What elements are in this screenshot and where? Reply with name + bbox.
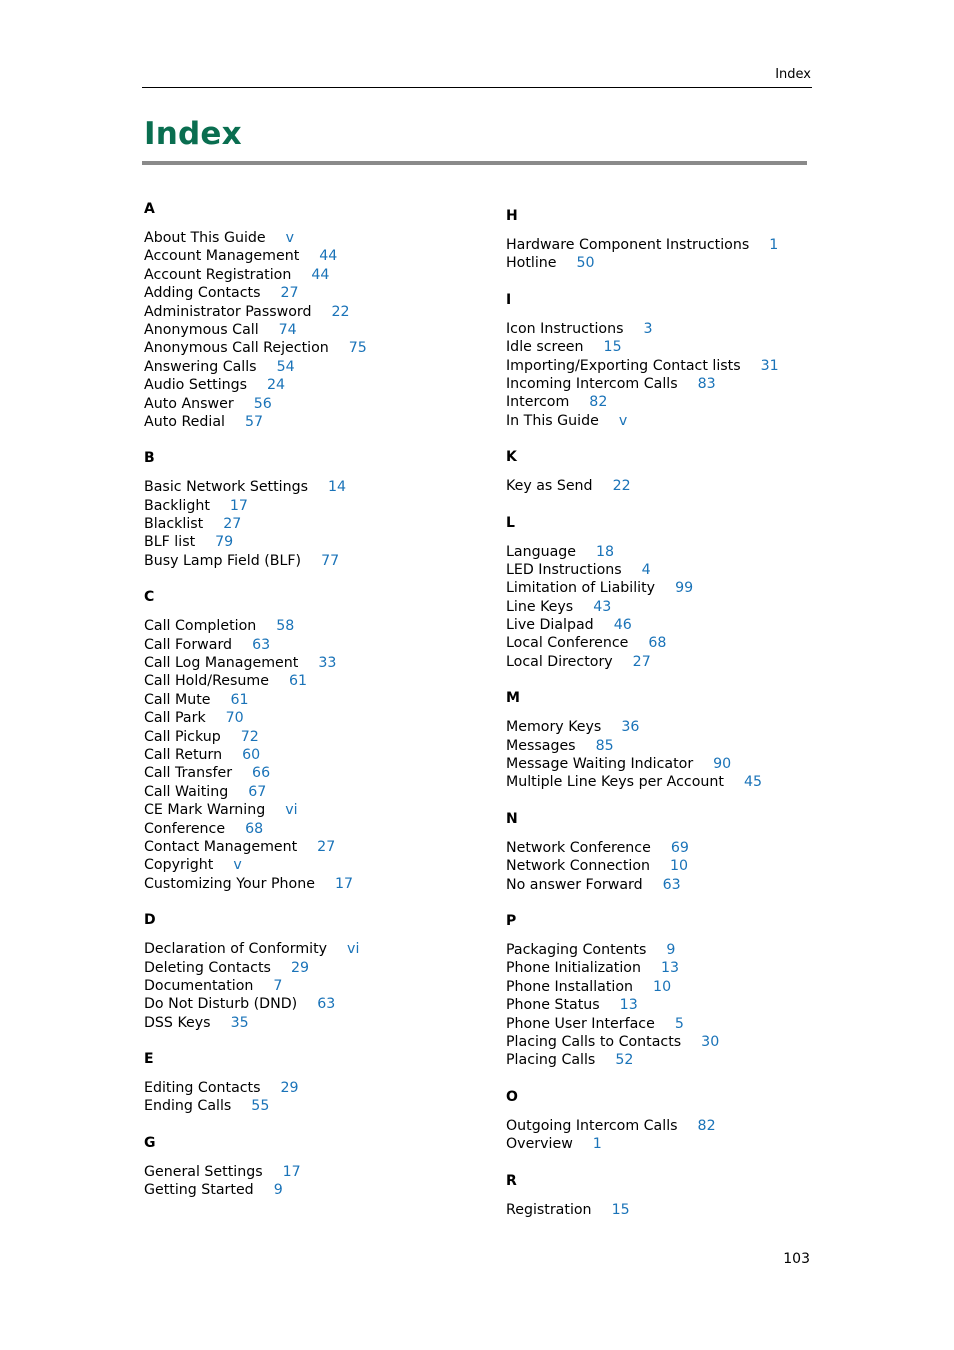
index-entry: [506, 357, 836, 375]
index-term: Account Management: [144, 248, 300, 265]
section-letter: N: [506, 810, 518, 827]
index-term: Call Transfer: [144, 765, 233, 782]
index-term: Memory Keys: [506, 719, 602, 736]
index-entry: [506, 393, 836, 411]
index-term: Do Not Disturb (DND): [144, 996, 298, 1013]
index-entry: [506, 718, 836, 736]
page-link[interactable]: 75: [348, 340, 367, 357]
page-link[interactable]: 13: [619, 997, 638, 1014]
index-term: Blacklist: [144, 516, 204, 533]
index-entry: [144, 266, 474, 284]
index-column-right: [506, 207, 836, 1237]
index-term: Administrator Password: [144, 303, 312, 320]
page-link[interactable]: 63: [252, 636, 271, 653]
page-link[interactable]: vi: [347, 941, 360, 958]
index-entry: [506, 254, 836, 272]
index-entry: [506, 579, 836, 597]
index-term: Auto Redial: [144, 413, 225, 430]
index-entry: [144, 395, 474, 413]
index-entry: [144, 229, 474, 247]
page-link[interactable]: 7: [273, 977, 283, 994]
page-link[interactable]: 24: [267, 377, 286, 394]
page-link[interactable]: 30: [701, 1033, 720, 1050]
page-link[interactable]: 63: [317, 996, 336, 1013]
index-section: [506, 1088, 836, 1154]
index-entry: [506, 236, 836, 254]
index-entry: [506, 1201, 836, 1219]
page-link[interactable]: 29: [280, 1080, 299, 1097]
header-rule: [142, 87, 812, 88]
index-term: Overview: [506, 1136, 573, 1153]
section-letter: K: [506, 449, 517, 466]
index-entry: [144, 303, 474, 321]
index-entry: [144, 940, 474, 958]
page-link[interactable]: 33: [318, 655, 337, 672]
index-entry: [144, 746, 474, 764]
page-link[interactable]: 70: [225, 710, 244, 727]
index-entry: [506, 773, 836, 791]
index-entry: [144, 284, 474, 302]
index-section: [144, 200, 474, 431]
index-entry: [144, 247, 474, 265]
index-term: Phone Status: [506, 997, 600, 1014]
section-letter: O: [506, 1088, 518, 1105]
index-entry: [506, 412, 836, 430]
page-link[interactable]: 10: [653, 978, 672, 995]
index-entry: [506, 653, 836, 671]
page-link[interactable]: 83: [697, 375, 716, 392]
index-term: Documentation: [144, 977, 254, 994]
index-entry: [144, 838, 474, 856]
index-term: Editing Contacts: [144, 1080, 261, 1097]
index-term: Audio Settings: [144, 377, 248, 394]
page-link[interactable]: 3: [643, 320, 653, 337]
page-link[interactable]: 50: [576, 255, 595, 272]
index-term: Incoming Intercom Calls: [506, 375, 678, 392]
index-term: Local Directory: [506, 653, 613, 670]
index-term: Messages: [506, 737, 576, 754]
section-letter: R: [506, 1172, 517, 1189]
page-link[interactable]: 17: [282, 1163, 301, 1180]
page-link[interactable]: 27: [223, 516, 242, 533]
index-term: Icon Instructions: [506, 320, 624, 337]
page-link[interactable]: 14: [328, 479, 347, 496]
index-entry: [144, 875, 474, 893]
index-term: Busy Lamp Field (BLF): [144, 552, 302, 569]
index-entry: [144, 321, 474, 339]
page-link[interactable]: 61: [230, 691, 249, 708]
index-term: LED Instructions: [506, 561, 622, 578]
index-term: Getting Started: [144, 1182, 254, 1199]
page-link[interactable]: 35: [230, 1014, 249, 1031]
page-link[interactable]: 1: [592, 1136, 602, 1153]
index-term: Call Log Management: [144, 655, 299, 672]
page-link[interactable]: 54: [276, 358, 295, 375]
page-link[interactable]: 63: [662, 876, 681, 893]
page-link[interactable]: 17: [334, 875, 353, 892]
section-letter: G: [144, 1134, 156, 1151]
index-entry: [506, 876, 836, 894]
index-entry: [506, 634, 836, 652]
index-entry: [506, 857, 836, 875]
index-term: No answer Forward: [506, 876, 643, 893]
index-term: Declaration of Conformity: [144, 941, 328, 958]
index-entry: [506, 996, 836, 1014]
index-term: Message Waiting Indicator: [506, 756, 694, 773]
index-entry: [506, 561, 836, 579]
title-rule: [142, 161, 807, 165]
index-term: Basic Network Settings: [144, 479, 309, 496]
index-term: Conference: [144, 820, 226, 837]
page-link[interactable]: 82: [697, 1117, 716, 1134]
index-term: Intercom: [506, 394, 570, 411]
index-term: Call Forward: [144, 636, 233, 653]
index-term: Line Keys: [506, 598, 574, 615]
index-term: Call Pickup: [144, 728, 221, 745]
index-section: [506, 291, 836, 430]
page-link[interactable]: 44: [311, 266, 330, 283]
page-link[interactable]: 1: [769, 237, 779, 253]
index-section: [144, 449, 474, 570]
page-link[interactable]: 69: [670, 839, 689, 856]
page-link[interactable]: 22: [612, 478, 631, 495]
index-section: [144, 1050, 474, 1116]
page-link[interactable]: 82: [589, 394, 608, 411]
index-term: DSS Keys: [144, 1014, 211, 1031]
section-letter: E: [144, 1051, 154, 1068]
index-term: In This Guide: [506, 412, 599, 429]
index-entry: [144, 1014, 474, 1032]
page-link[interactable]: 10: [670, 858, 689, 875]
page-link[interactable]: 52: [615, 1052, 634, 1069]
index-entry: [144, 358, 474, 376]
index-entry: [144, 977, 474, 995]
running-header: Index: [775, 67, 811, 82]
index-term: Limitation of Liability: [506, 580, 656, 597]
index-term: Network Connection: [506, 858, 651, 875]
index-term: Hotline: [506, 255, 557, 272]
index-entry: [506, 1015, 836, 1033]
index-term: Account Registration: [144, 266, 292, 283]
index-entry: [144, 552, 474, 570]
index-entry: [506, 616, 836, 634]
index-term: Call Park: [144, 710, 206, 727]
section-letter: L: [506, 514, 515, 531]
page-link[interactable]: 15: [611, 1201, 630, 1218]
section-letter: B: [144, 450, 155, 467]
index-term: Network Conference: [506, 839, 651, 856]
section-letter: P: [506, 912, 517, 929]
page-link[interactable]: 9: [666, 941, 676, 958]
index-section: [506, 207, 836, 273]
index-term: Auto Answer: [144, 395, 234, 412]
section-letter: A: [144, 201, 155, 217]
index-entry: [144, 672, 474, 690]
index-section: [506, 448, 836, 495]
index-entry: [144, 533, 474, 551]
page-link[interactable]: 18: [596, 543, 615, 560]
index-term: BLF list: [144, 534, 196, 551]
index-entry: [144, 1079, 474, 1097]
index-entry: [506, 320, 836, 338]
page-link[interactable]: 9: [273, 1182, 283, 1199]
page-link[interactable]: 55: [251, 1098, 270, 1115]
index-section: [506, 1172, 836, 1219]
index-entry: [144, 1097, 474, 1115]
page-link[interactable]: 67: [248, 783, 267, 800]
index-entry: [144, 413, 474, 431]
index-entry: [144, 478, 474, 496]
index-term: Idle screen: [506, 339, 584, 356]
page-link[interactable]: 22: [331, 303, 350, 320]
index-entry: [506, 737, 836, 755]
page-link[interactable]: 27: [280, 285, 299, 302]
index-entry: [144, 709, 474, 727]
index-term: Importing/Exporting Contact lists: [506, 357, 741, 374]
index-term: Local Conference: [506, 635, 629, 652]
page-link[interactable]: 79: [215, 534, 234, 551]
index-entry: [144, 636, 474, 654]
index-term: Key as Send: [506, 478, 593, 495]
index-entry: [144, 820, 474, 838]
index-entry: [506, 1135, 836, 1153]
section-letter: D: [144, 912, 156, 929]
index-term: Registration: [506, 1201, 592, 1218]
page-link[interactable]: 27: [632, 653, 651, 670]
index-section: [506, 514, 836, 672]
index-entry: [144, 497, 474, 515]
page-link[interactable]: 44: [319, 248, 338, 265]
index-term: Customizing Your Phone: [144, 875, 315, 892]
index-term: Outgoing Intercom Calls: [506, 1117, 678, 1134]
page-link[interactable]: 90: [713, 756, 732, 773]
page-link[interactable]: 13: [660, 960, 680, 977]
page-link[interactable]: 56: [253, 395, 272, 412]
index-term: Multiple Line Keys per Account: [506, 774, 724, 791]
index-entry: [144, 856, 474, 874]
index-section: [506, 912, 836, 1070]
page-link[interactable]: 31: [760, 357, 779, 374]
page-link[interactable]: 77: [321, 552, 340, 569]
page-link[interactable]: 68: [245, 820, 264, 837]
page-link[interactable]: 58: [276, 618, 295, 635]
index-term: Call Hold/Resume: [144, 673, 269, 690]
page-link[interactable]: 61: [288, 673, 308, 690]
index-term: Call Completion: [144, 618, 257, 635]
index-term: Phone Initialization: [506, 960, 641, 977]
index-entry: [506, 978, 836, 996]
index-term: Call Waiting: [144, 783, 229, 800]
index-entry: [506, 543, 836, 561]
page-link[interactable]: v: [233, 857, 242, 874]
index-term: General Settings: [144, 1163, 263, 1180]
index-term: Live Dialpad: [506, 617, 594, 634]
index-entry: [144, 1181, 474, 1199]
index-term: Adding Contacts: [144, 285, 261, 302]
index-entry: [144, 783, 474, 801]
index-entry: [144, 801, 474, 819]
page-link[interactable]: 74: [278, 321, 297, 338]
index-entry: [506, 375, 836, 393]
index-entry: [144, 339, 474, 357]
section-letter: I: [506, 291, 512, 308]
index-entry: [506, 338, 836, 356]
page-link[interactable]: 99: [675, 580, 694, 597]
index-term: Call Mute: [144, 691, 211, 708]
page-link[interactable]: 27: [317, 838, 336, 855]
index-entry: [506, 598, 836, 616]
index-entry: [144, 959, 474, 977]
index-entry: [506, 477, 836, 495]
index-term: Packaging Contents: [506, 941, 647, 958]
page-link[interactable]: 4: [641, 561, 651, 578]
index-term: About This Guide: [144, 230, 266, 246]
index-term: Phone Installation: [506, 978, 634, 995]
index-term: Backlight: [144, 497, 210, 514]
page-title: Index: [144, 116, 242, 152]
index-term: Placing Calls: [506, 1052, 596, 1069]
index-term: Phone User Interface: [506, 1015, 655, 1032]
page-number: 103: [783, 1251, 810, 1267]
index-term: Ending Calls: [144, 1098, 232, 1115]
index-term: Answering Calls: [144, 358, 257, 375]
page-link[interactable]: vi: [285, 802, 298, 819]
section-letter: C: [144, 589, 155, 606]
index-term: Deleting Contacts: [144, 959, 271, 976]
index-section: [144, 911, 474, 1032]
section-letter: H: [506, 208, 518, 224]
index-column-left: [144, 200, 474, 1218]
index-entry: [506, 755, 836, 773]
page-link[interactable]: 57: [244, 413, 264, 430]
section-letter: M: [506, 690, 520, 707]
index-term: Anonymous Call Rejection: [144, 340, 329, 357]
index-entry: [144, 1163, 474, 1181]
index-term: Anonymous Call: [144, 321, 259, 338]
page-link[interactable]: 60: [242, 746, 261, 763]
page-link[interactable]: 46: [613, 617, 632, 634]
page-link[interactable]: 66: [252, 765, 271, 782]
page-link[interactable]: 43: [593, 598, 612, 615]
index-section: [144, 588, 474, 893]
index-entry: [506, 839, 836, 857]
index-term: Copyright: [144, 857, 214, 874]
index-entry: [506, 1051, 836, 1069]
index-entry: [144, 995, 474, 1013]
index-term: Language: [506, 543, 577, 560]
index-entry: [144, 654, 474, 672]
page-link[interactable]: 72: [240, 728, 259, 745]
index-term: Hardware Component Instructions: [506, 237, 750, 253]
index-entry: [144, 691, 474, 709]
index-term: Contact Management: [144, 838, 298, 855]
page-link[interactable]: 36: [621, 719, 640, 736]
page-link[interactable]: 45: [743, 774, 762, 791]
index-entry: [506, 959, 836, 977]
page-link[interactable]: 29: [290, 959, 309, 976]
page-link[interactable]: 68: [648, 635, 667, 652]
index-term: CE Mark Warning: [144, 802, 266, 819]
page-link[interactable]: 5: [674, 1015, 684, 1032]
index-entry: [506, 1033, 836, 1051]
index-section: [144, 1134, 474, 1200]
page-link[interactable]: 15: [603, 339, 622, 356]
page-link[interactable]: 17: [229, 497, 248, 514]
index-section: [506, 810, 836, 894]
index-entry: [144, 617, 474, 635]
index-entry: [144, 376, 474, 394]
index-section: [506, 689, 836, 792]
page-link[interactable]: 85: [595, 737, 614, 754]
index-term: Placing Calls to Contacts: [506, 1033, 682, 1050]
page-link[interactable]: v: [618, 412, 628, 429]
index-term: Call Return: [144, 746, 223, 763]
page-link[interactable]: v: [285, 230, 295, 246]
index-entry: [144, 515, 474, 533]
index-entry: [144, 764, 474, 782]
index-entry: [506, 941, 836, 959]
index-entry: [144, 728, 474, 746]
index-entry: [506, 1117, 836, 1135]
